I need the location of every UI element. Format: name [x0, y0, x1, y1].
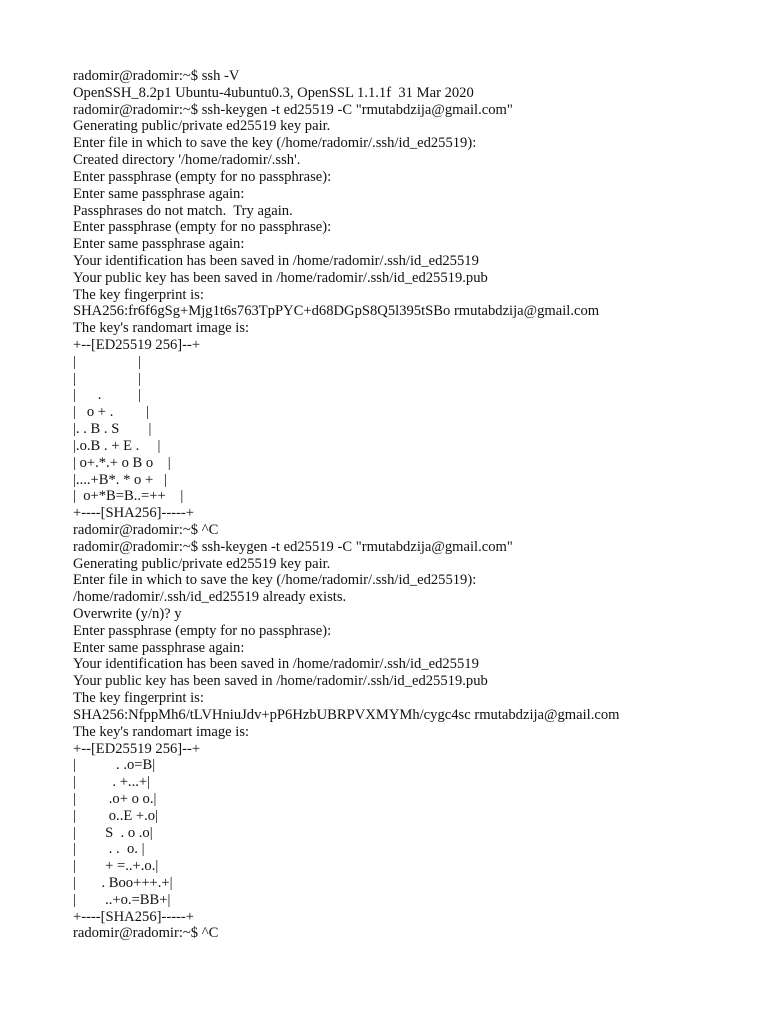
transcript-line: The key's randomart image is:: [73, 320, 250, 337]
transcript-line: |....+B*. * o + |: [73, 471, 168, 488]
transcript-line: Your identification has been saved in /home/radomir/.ssh/id_ed25519: [73, 656, 479, 673]
transcript-line: +----[SHA256]-----+: [73, 908, 195, 925]
transcript-line: | . Boo+++.+|: [73, 875, 173, 891]
transcript-line: Enter passphrase (empty for no passphrase):: [73, 622, 332, 639]
transcript-line: | ..+o.=BB+|: [73, 891, 171, 908]
transcript-line: radomir@radomir:~$ ssh-keygen -t ed25519 -C "rmutabdzija@gmail.com": [73, 101, 513, 118]
transcript-line: | . +...+|: [73, 774, 151, 791]
transcript-line: radomir@radomir:~$ ^C: [73, 521, 219, 538]
transcript-line: Enter file in which to save the key (/home/radomir/.ssh/id_ed25519):: [73, 135, 477, 152]
transcript-line: Enter passphrase (empty for no passphrase):: [73, 168, 332, 185]
transcript-line: OpenSSH_8.2p1 Ubuntu-4ubuntu0.3, OpenSSL 1.1.1f 31 Mar 2020: [73, 84, 474, 101]
transcript-line: Enter same passphrase again:: [73, 639, 245, 656]
transcript-line: Your identification has been saved in /home/radomir/.ssh/id_ed25519: [73, 252, 479, 269]
transcript-line: The key's randomart image is:: [73, 723, 250, 740]
transcript-line: SHA256:NfppMh6/tLVHniuJdv+pP6HzbUBRPVXMYMh/cygc4sc rmutabdzija@gmail.com: [73, 706, 620, 723]
transcript-line: Enter same passphrase again:: [73, 185, 245, 202]
transcript-line: Passphrases do not match. Try again.: [73, 202, 293, 219]
transcript-line: | . |: [73, 387, 141, 404]
transcript-line: | |: [73, 370, 141, 387]
transcript-line: | . .o=B|: [73, 757, 156, 774]
transcript-line: | o + . |: [73, 404, 150, 421]
transcript-line: The key fingerprint is:: [73, 690, 204, 707]
transcript-line: | o+*B=B..=++ |: [73, 488, 184, 505]
transcript-line: Generating public/private ed25519 key pair.: [73, 118, 331, 135]
transcript-line: Enter passphrase (empty for no passphrase):: [73, 219, 332, 236]
transcript-line: | o+.*.+ o B o |: [73, 454, 171, 471]
transcript-line: | + =..+.o.|: [73, 858, 159, 875]
transcript-line: | .o+ o o.|: [73, 790, 157, 807]
transcript-line: radomir@radomir:~$ ssh-keygen -t ed25519 -C "rmutabdzija@gmail.com": [73, 538, 513, 555]
transcript-line: Overwrite (y/n)? y: [73, 606, 182, 622]
transcript-line: radomir@radomir:~$ ssh -V: [73, 68, 240, 84]
transcript-line: Your public key has been saved in /home/radomir/.ssh/id_ed25519.pub: [73, 269, 488, 286]
transcript-line: Generating public/private ed25519 key pair.: [73, 555, 331, 572]
transcript-line: |. . B . S |: [73, 421, 152, 438]
transcript-line: /home/radomir/.ssh/id_ed25519 already exists.: [73, 589, 347, 606]
transcript-line: +--[ED25519 256]--+: [73, 740, 201, 757]
terminal-transcript: [73, 68, 753, 942]
transcript-line: The key fingerprint is:: [73, 286, 204, 303]
transcript-line: +----[SHA256]-----+: [73, 505, 195, 522]
transcript-line: |.o.B . + E . |: [73, 437, 161, 454]
transcript-line: | S . o .o|: [73, 824, 153, 841]
transcript-line: | . . o. |: [73, 841, 145, 858]
transcript-line: | o..E +.o|: [73, 807, 159, 824]
transcript-line: Enter same passphrase again:: [73, 236, 245, 253]
transcript-line: radomir@radomir:~$ ^C: [73, 925, 219, 942]
transcript-line: Enter file in which to save the key (/home/radomir/.ssh/id_ed25519):: [73, 572, 477, 589]
transcript-line: Your public key has been saved in /home/radomir/.ssh/id_ed25519.pub: [73, 673, 488, 690]
transcript-line: | |: [73, 353, 141, 370]
transcript-line: Created directory '/home/radomir/.ssh'.: [73, 152, 301, 169]
transcript-line: +--[ED25519 256]--+: [73, 337, 201, 353]
transcript-line: SHA256:fr6f6gSg+Mjg1t6s763TpPYC+d68DGpS8Q5l395tSBo rmutabdzija@gmail.com: [73, 303, 600, 320]
